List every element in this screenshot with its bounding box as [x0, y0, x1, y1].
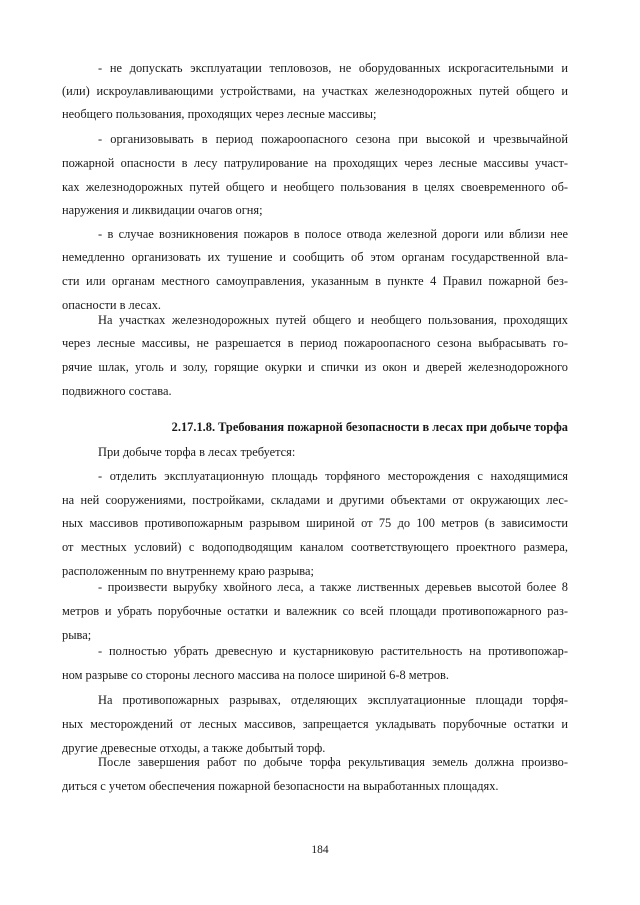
paragraph-line: подвижного состава. [62, 384, 172, 398]
paragraph-line: После завершения работ по добыче торфа рекультивация земель должна произво- [98, 755, 568, 769]
paragraph-line: - отделить эксплуатационную площадь торфяного месторождения с находящимися [98, 469, 568, 483]
paragraph-line: пожарной опасности в лесу патрулирование на проходящих через лесные массивы участ- [62, 156, 568, 170]
paragraph-line: метров и убрать порубочные остатки и валежник со всей площади противопожарного раз- [62, 604, 568, 618]
paragraph-line: ных массивов противопожарным разрывом шириной от 75 до 100 метров (в зависимости [62, 516, 568, 530]
paragraph-line: - полностью убрать древесную и кустарниковую растительность на противопожар- [98, 644, 568, 658]
paragraph-line: На противопожарных разрывах, отделяющих эксплуатационные площади торфя- [98, 693, 568, 707]
paragraph-line: рячие шлак, уголь и золу, горящие окурки и спички из окон и дверей железнодорожного [62, 360, 568, 374]
paragraph-line: (или) искроулавливающими устройствами, на участках железнодорожных путей общего и [62, 84, 568, 98]
paragraph-line: ных месторождений от лесных массивов, запрещается укладывать порубочные остатки и [62, 717, 568, 731]
paragraph-line: наружения и ликвидации очагов огня; [62, 203, 263, 217]
paragraph-line: ном разрыве со стороны лесного массива на полосе шириной 6-8 метров. [62, 668, 449, 682]
page-number: 184 [311, 844, 329, 856]
paragraph-line: - организовывать в период пожароопасного сезона при высокой и чрезвычайной [98, 132, 568, 146]
paragraph-line: диться с учетом обеспечения пожарной безопасности на выработанных площадях. [62, 779, 499, 793]
paragraph-line: - произвести вырубку хвойного леса, а также лиственных деревьев высотой более 8 [98, 580, 568, 594]
section-heading: 2.17.1.8. Требования пожарной безопасности в лесах при добыче торфа [171, 420, 568, 434]
paragraph-line: - не допускать эксплуатации тепловозов, не оборудованных искрогасительными и [98, 61, 568, 75]
paragraph-line: необщего пользования, проходящих через лесные массивы; [62, 107, 377, 121]
paragraph-line: ках железнодорожных путей общего и необщего пользования в целях своевременного об- [62, 180, 568, 194]
paragraph-line: На участках железнодорожных путей общего и необщего пользования, проходящих [98, 313, 568, 327]
paragraph-line: на ней сооружениями, постройками, складами и другими объектами от окружающих лес- [62, 493, 568, 507]
paragraph-line: через лесные массивы, не разрешается в период пожароопасного сезона выбрасывать го- [62, 336, 568, 350]
paragraph-line: расположенным по внутреннему краю разрыва; [62, 564, 314, 578]
paragraph-line: рыва; [62, 628, 92, 642]
paragraph-line: другие древесные отходы, а также добытый торф. [62, 741, 326, 755]
paragraph-line: сти или органам местного самоуправления, указанным в пункте 4 Правил пожарной без- [62, 274, 568, 288]
paragraph-line: немедленно организовать их тушение и сообщить об этом органам государственной вла- [62, 250, 568, 264]
paragraph-line: При добыче торфа в лесах требуется: [98, 445, 296, 459]
paragraph-line: - в случае возникновения пожаров в полосе отвода железной дороги или вблизи нее [98, 227, 568, 241]
paragraph-line: опасности в лесах. [62, 298, 161, 312]
paragraph-line: от местных условий) с водоподводящим каналом соответствующего проектного размера, [62, 540, 568, 554]
